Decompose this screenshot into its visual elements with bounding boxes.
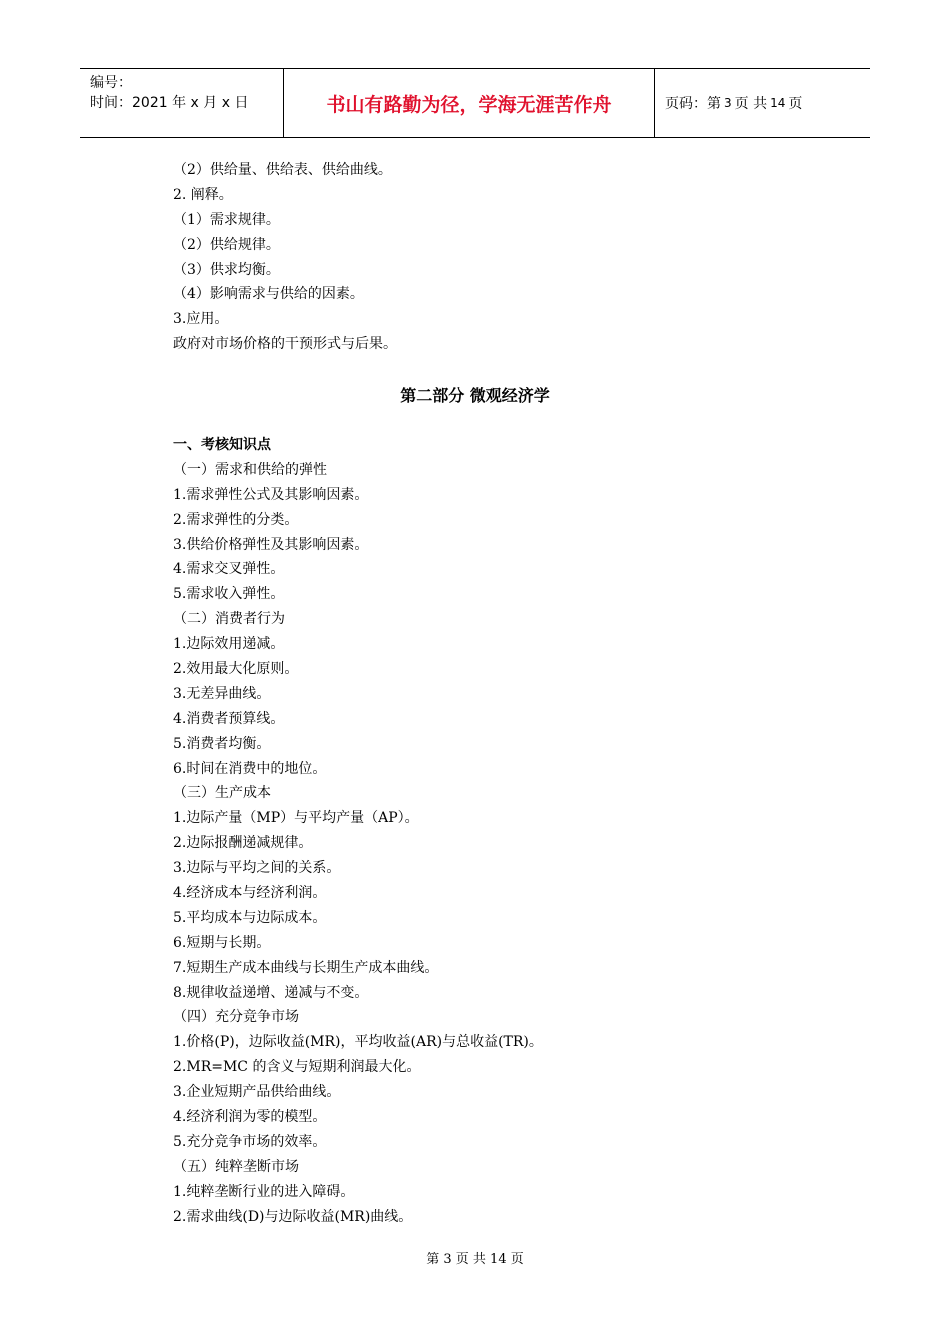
page-header [80, 68, 870, 138]
list-item: 2.边际报酬递减规律。 [173, 835, 313, 852]
list-item: 3.边际与平均之间的关系。 [173, 860, 341, 877]
page-mid: 页 共 [734, 96, 768, 112]
page-prefix: 页码：第 [665, 96, 721, 112]
page-current: 3 [724, 96, 732, 110]
list-item: 1.价格(P)，边际收益(MR)，平均收益(AR)与总收益(TR)。 [173, 1034, 543, 1051]
list-item: 3.企业短期产品供给曲线。 [173, 1084, 341, 1101]
list-item: 5.消费者均衡。 [173, 735, 271, 752]
list-item: 3.应用。 [173, 311, 229, 328]
list-item: 7.短期生产成本曲线与长期生产成本曲线。 [173, 959, 439, 976]
list-item: （4）影响需求与供给的因素。 [173, 286, 364, 303]
list-item: 3.无差异曲线。 [173, 685, 271, 702]
list-item: 5.充分竞争市场的效率。 [173, 1133, 327, 1150]
list-item: （二）消费者行为 [173, 611, 285, 628]
section-heading: 一、考核知识点 [173, 437, 271, 453]
list-item: （2）供给规律。 [173, 236, 280, 253]
page-footer: 第 3 页 共 14 页 [426, 1252, 524, 1267]
document-number-label: 编号： [90, 75, 132, 91]
header-page-info [655, 69, 870, 137]
list-item: 政府对市场价格的干预形式与后果。 [173, 336, 397, 353]
page-suffix: 页 [788, 96, 803, 112]
list-item: 6.短期与长期。 [173, 934, 271, 951]
top-list [173, 158, 853, 357]
list-item: 1.边际产量（MP）与平均产量（AP）。 [173, 810, 419, 827]
list-item: 2.需求曲线(D)与边际收益(MR)曲线。 [173, 1208, 413, 1225]
list-item: （一）需求和供给的弹性 [173, 461, 327, 478]
list-item: 4.需求交叉弹性。 [173, 561, 285, 578]
list-item: 2.需求弹性的分类。 [173, 511, 299, 528]
list-item: 5.平均成本与边际成本。 [173, 909, 327, 926]
list-item: 4.消费者预算线。 [173, 710, 285, 727]
list-item: 8.规律收益递增、递减与不变。 [173, 984, 369, 1001]
list-item: 4.经济利润为零的模型。 [173, 1109, 327, 1126]
list-item: （3）供求均衡。 [173, 261, 280, 278]
list-item: 1.需求弹性公式及其影响因素。 [173, 486, 369, 503]
document-date-label: 时间：2021 年 x 月 x 日 [90, 95, 249, 111]
list-item: （1）需求规律。 [173, 211, 280, 228]
list-item: 6.时间在消费中的地位。 [173, 760, 327, 777]
list-item: （五）纯粹垄断市场 [173, 1158, 299, 1175]
list-item: （2）供给量、供给表、供给曲线。 [173, 162, 392, 178]
list-item: 2.MR=MC 的含义与短期利润最大化。 [173, 1059, 421, 1076]
list-item: 1.边际效用递减。 [173, 636, 285, 653]
list-item: 2.效用最大化原则。 [173, 661, 299, 678]
list-item: 1.纯粹垄断行业的进入障碍。 [173, 1183, 355, 1200]
header-meta [80, 69, 283, 137]
list-item: 5.需求收入弹性。 [173, 586, 285, 603]
header-motto: 书山有路勤为径，学海无涯苦作舟 [283, 69, 655, 137]
list-item: 4.经济成本与经济利润。 [173, 885, 327, 902]
list-item: （三）生产成本 [173, 785, 271, 802]
list-item: 2. 阐释。 [173, 186, 233, 203]
section-title: 第二部分 微观经济学 [400, 386, 550, 405]
list-item: （四）充分竞争市场 [173, 1009, 299, 1026]
page-total: 14 [770, 96, 786, 110]
knowledge-list [173, 433, 853, 1230]
list-item: 3.供给价格弹性及其影响因素。 [173, 536, 369, 553]
